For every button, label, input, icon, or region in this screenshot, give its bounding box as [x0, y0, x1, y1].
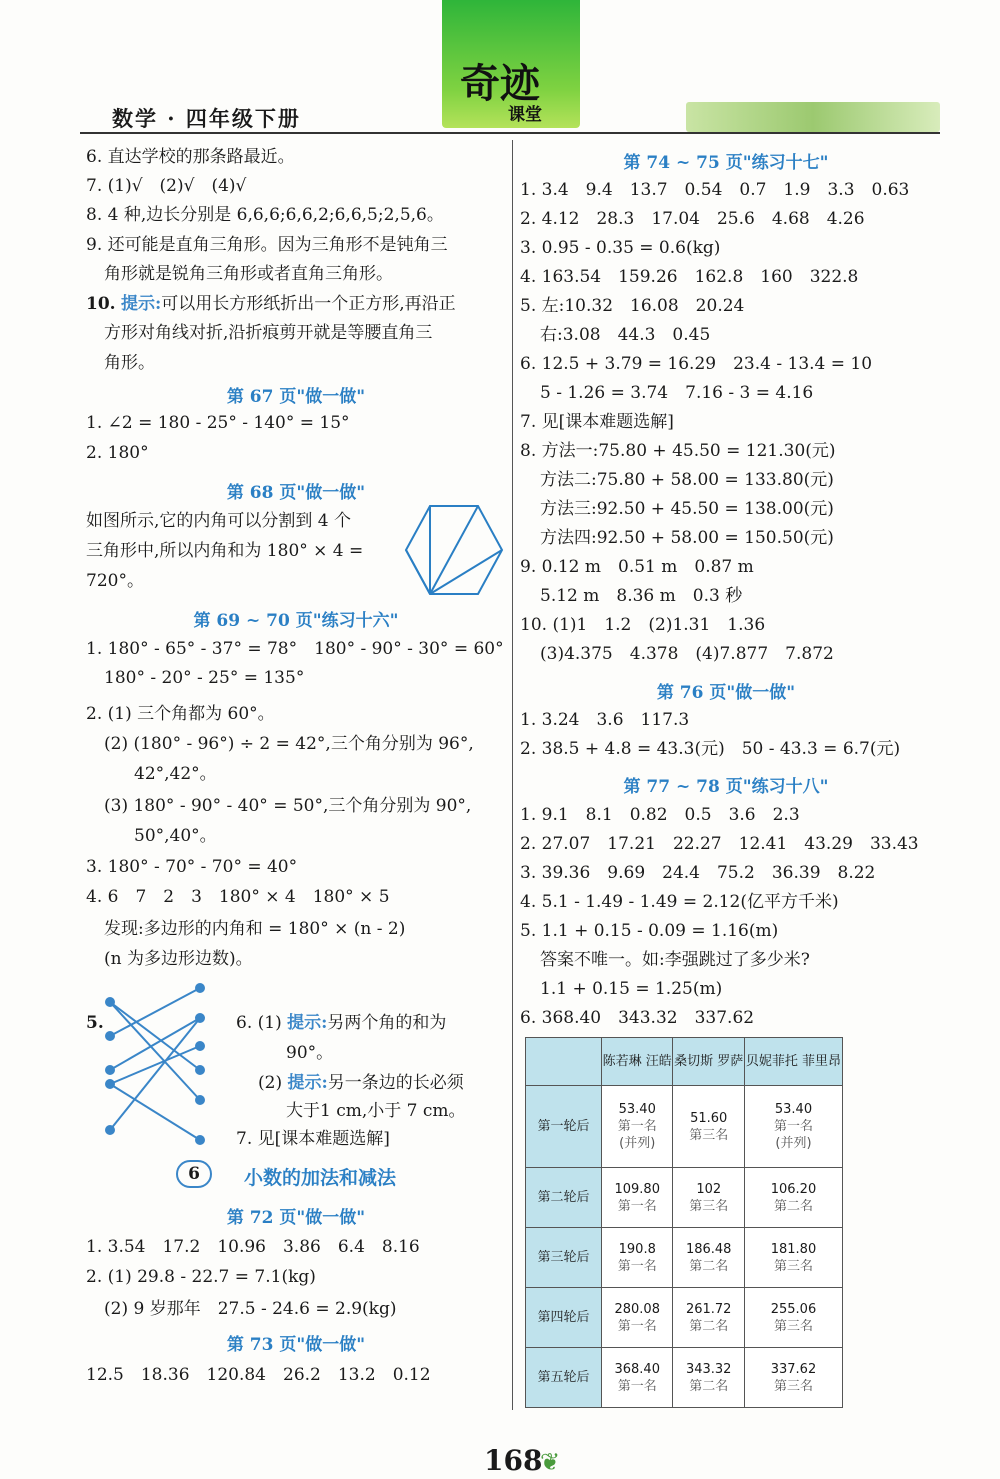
table-column-header: 贝妮菲托 菲里昂 [744, 1038, 842, 1086]
answer-line: 5 - 1.26 = 3.74 7.16 - 3 = 4.16 [540, 383, 814, 403]
answer-line: 2. (1) 三个角都为 60°。 [86, 704, 275, 724]
matching-lines-diagram [100, 980, 212, 1150]
answer-line [236, 1012, 446, 1034]
table-cell: 368.40 第一名 [602, 1348, 673, 1408]
hint-text: 另两个角的和为 [327, 1013, 447, 1033]
answer-line: 9. 还可能是直角三角形。因为三角形不是钝角三 [86, 235, 448, 255]
answer-line: 7. 见[课本难题选解] [520, 412, 674, 432]
table-cell: 181.80 第三名 [744, 1228, 842, 1288]
table-cell: 280.08 第一名 [602, 1288, 673, 1348]
answer-line: 3. 39.36 9.69 24.4 75.2 36.39 8.22 [520, 863, 876, 883]
table-column-header: 陈若琳 汪皓 [602, 1038, 673, 1086]
answer-line: 42°,42°。 [134, 764, 217, 784]
logo-sub-text: 课堂 [508, 105, 542, 125]
answer-line: 5.12 m 8.36 m 0.3 秒 [540, 586, 743, 606]
hint-label: 提示: [287, 1013, 328, 1033]
book-title: 数学 · 四年级下册 [112, 106, 301, 131]
answer-number: 5. [86, 1013, 104, 1033]
page-number: 168 [484, 1444, 543, 1477]
answer-line: (n 为多边形边数)。 [104, 949, 253, 969]
answer-line: 5. 左:10.32 16.08 20.24 [520, 296, 745, 316]
answer-line: 10. (1)1 1.2 (2)1.31 1.36 [520, 615, 766, 635]
section-heading: 第 68 页"做一做" [226, 483, 366, 503]
table-row-header: 第一轮后 [526, 1086, 602, 1168]
answer-line: 2. 4.12 28.3 17.04 25.6 4.68 4.26 [520, 209, 865, 229]
answer-line: 5. 1.1 + 0.15 - 0.09 = 1.16(m) [520, 921, 779, 941]
answer-line: 7. 见[课本难题选解] [236, 1129, 390, 1149]
answer-line: 方法三:92.50 + 45.50 = 138.00(元) [540, 499, 834, 519]
table-cell: 186.48 第二名 [673, 1228, 744, 1288]
table-cell: 51.60 第三名 [673, 1086, 744, 1168]
table-row [526, 1168, 843, 1228]
table-cell: 255.06 第三名 [744, 1288, 842, 1348]
answer-line: 2. 38.5 + 4.8 = 43.3(元) 50 - 43.3 = 6.7(元) [520, 739, 901, 759]
answer-line: 右:3.08 44.3 0.45 [540, 325, 711, 345]
answer-line: 大于1 cm,小于 7 cm。 [286, 1101, 466, 1121]
answer-line: 6. 368.40 343.32 337.62 [520, 1008, 755, 1028]
answer-line: 1. 180° - 65° - 37° = 78° 180° - 90° - 30° = 60° [86, 639, 504, 659]
section-heading: 第 74 ~ 75 页"练习十七" [623, 153, 829, 173]
answer-line: 3. 180° - 70° - 70° = 40° [86, 857, 298, 877]
answer-number: 10. [86, 294, 116, 314]
table-row [526, 1348, 843, 1408]
answer-line: 方形对角线对折,沿折痕剪开就是等腰直角三 [104, 323, 433, 343]
answer-number: (2) [258, 1073, 283, 1093]
logo [442, 0, 580, 128]
table-row-header: 第五轮后 [526, 1348, 602, 1408]
answer-line: 720°。 [86, 571, 144, 591]
table-cell: 337.62 第三名 [744, 1348, 842, 1408]
unit-title: 小数的加法和减法 [244, 1167, 397, 1189]
table-cell: 53.40 第一名 (并列) [744, 1086, 842, 1168]
answer-line: 3. 0.95 - 0.35 = 0.6(kg) [520, 238, 721, 258]
answer-line: 6. 直达学校的那条路最近。 [86, 147, 295, 167]
table-row [526, 1228, 843, 1288]
table-cell: 109.80 第一名 [602, 1168, 673, 1228]
section-heading: 第 67 页"做一做" [226, 387, 366, 407]
answer-line: 8. 4 种,边长分别是 6,6,6;6,6,2;6,6,5;2,5,6。 [86, 205, 444, 225]
header-rule [80, 132, 940, 134]
answer-line: 7. (1)√ (2)√ (4)√ [86, 176, 247, 196]
table-corner-cell [526, 1038, 602, 1086]
answer-line: (2) (180° - 96°) ÷ 2 = 42°,三个角分别为 96°, [104, 734, 474, 754]
answer-line: (2) 9 岁那年 27.5 - 24.6 = 2.9(kg) [104, 1299, 397, 1319]
answer-line: 1. ∠2 = 180 - 25° - 140° = 15° [86, 413, 350, 433]
table-cell: 261.72 第二名 [673, 1288, 744, 1348]
table-cell: 106.20 第二名 [744, 1168, 842, 1228]
answer-line: 答案不唯一。如:李强跳过了多少米? [540, 950, 810, 970]
header-decoration [686, 102, 940, 132]
hint-label: 提示: [120, 294, 162, 314]
hint-label: 提示: [287, 1073, 328, 1093]
answer-line: 2. 27.07 17.21 22.27 12.41 43.29 33.43 [520, 834, 919, 854]
hint-text: 可以用长方形纸折出一个正方形,再沿正 [161, 294, 456, 314]
answer-line: 三角形中,所以内角和为 180° × 4 = [86, 541, 364, 561]
section-heading: 第 73 页"做一做" [226, 1335, 366, 1355]
answer-line: 1. 9.1 8.1 0.82 0.5 3.6 2.3 [520, 805, 800, 825]
table-row-header: 第三轮后 [526, 1228, 602, 1288]
answer-line: (3) 180° - 90° - 40° = 50°,三个角分别为 90°, [104, 796, 472, 816]
table-row-header: 第二轮后 [526, 1168, 602, 1228]
answer-line: 角形。 [104, 353, 155, 373]
answer-line: 1.1 + 0.15 = 1.25(m) [540, 979, 723, 999]
answer-line: 4. 5.1 - 1.49 - 1.49 = 2.12(亿平方千米) [520, 892, 839, 912]
answer-line: 4. 163.54 159.26 162.8 160 322.8 [520, 267, 859, 287]
answer-line: 9. 0.12 m 0.51 m 0.87 m [520, 557, 754, 577]
answer-line: (3)4.375 4.378 (4)7.877 7.872 [540, 644, 834, 664]
hint-text: 另一条边的长必须 [327, 1073, 464, 1093]
answer-line: 6. 12.5 + 3.79 = 16.29 23.4 - 13.4 = 10 [520, 354, 873, 374]
answer-number: 6. (1) [236, 1013, 282, 1033]
answer-line [258, 1072, 464, 1094]
answer-line: 如图所示,它的内角可以分割到 4 个 [86, 511, 352, 531]
unit-number-badge: 6 [176, 1160, 212, 1188]
table-cell: 190.8 第一名 [602, 1228, 673, 1288]
answer-line: 1. 3.4 9.4 13.7 0.54 0.7 1.9 3.3 0.63 [520, 180, 910, 200]
section-heading: 第 76 页"做一做" [656, 683, 796, 703]
answer-line: 12.5 18.36 120.84 26.2 13.2 0.12 [86, 1365, 431, 1385]
answer-line: 发现:多边形的内角和 = 180° × (n - 2) [104, 919, 406, 939]
section-heading: 第 69 ~ 70 页"练习十六" [193, 611, 399, 631]
table-header-row [526, 1038, 843, 1086]
diving-score-table [525, 1037, 843, 1408]
answer-line: 2. 180° [86, 443, 149, 463]
answer-line: 1. 3.24 3.6 117.3 [520, 710, 690, 730]
answer-line: 角形就是锐角三角形或者直角三角形。 [104, 264, 393, 284]
section-heading: 第 77 ~ 78 页"练习十八" [623, 777, 829, 797]
table-column-header: 桑切斯 罗萨 [673, 1038, 744, 1086]
answer-line: 90°。 [286, 1043, 334, 1063]
table-row-header: 第四轮后 [526, 1288, 602, 1348]
table-cell: 343.32 第二名 [673, 1348, 744, 1408]
logo-main-text: 奇迹 [460, 60, 540, 107]
answer-line: 方法四:92.50 + 58.00 = 150.50(元) [540, 528, 834, 548]
answer-line: 2. (1) 29.8 - 22.7 = 7.1(kg) [86, 1267, 316, 1287]
table-cell: 53.40 第一名 (并列) [602, 1086, 673, 1168]
table-cell: 102 第三名 [673, 1168, 744, 1228]
answer-line [86, 293, 456, 315]
answer-line: 1. 3.54 17.2 10.96 3.86 6.4 8.16 [86, 1237, 420, 1257]
answer-line: 4. 6 7 2 3 180° × 4 180° × 5 [86, 887, 390, 907]
table-row [526, 1288, 843, 1348]
page-ornament-icon: ❦ [540, 1448, 561, 1476]
answer-line: 180° - 20° - 25° = 135° [104, 668, 305, 688]
hexagon-diagram [396, 502, 508, 598]
table-row [526, 1086, 843, 1168]
answer-line: 50°,40°。 [134, 826, 217, 846]
section-heading: 第 72 页"做一做" [226, 1208, 366, 1228]
answer-line: 8. 方法一:75.80 + 45.50 = 121.30(元) [520, 441, 836, 461]
answer-line: 方法二:75.80 + 58.00 = 133.80(元) [540, 470, 834, 490]
